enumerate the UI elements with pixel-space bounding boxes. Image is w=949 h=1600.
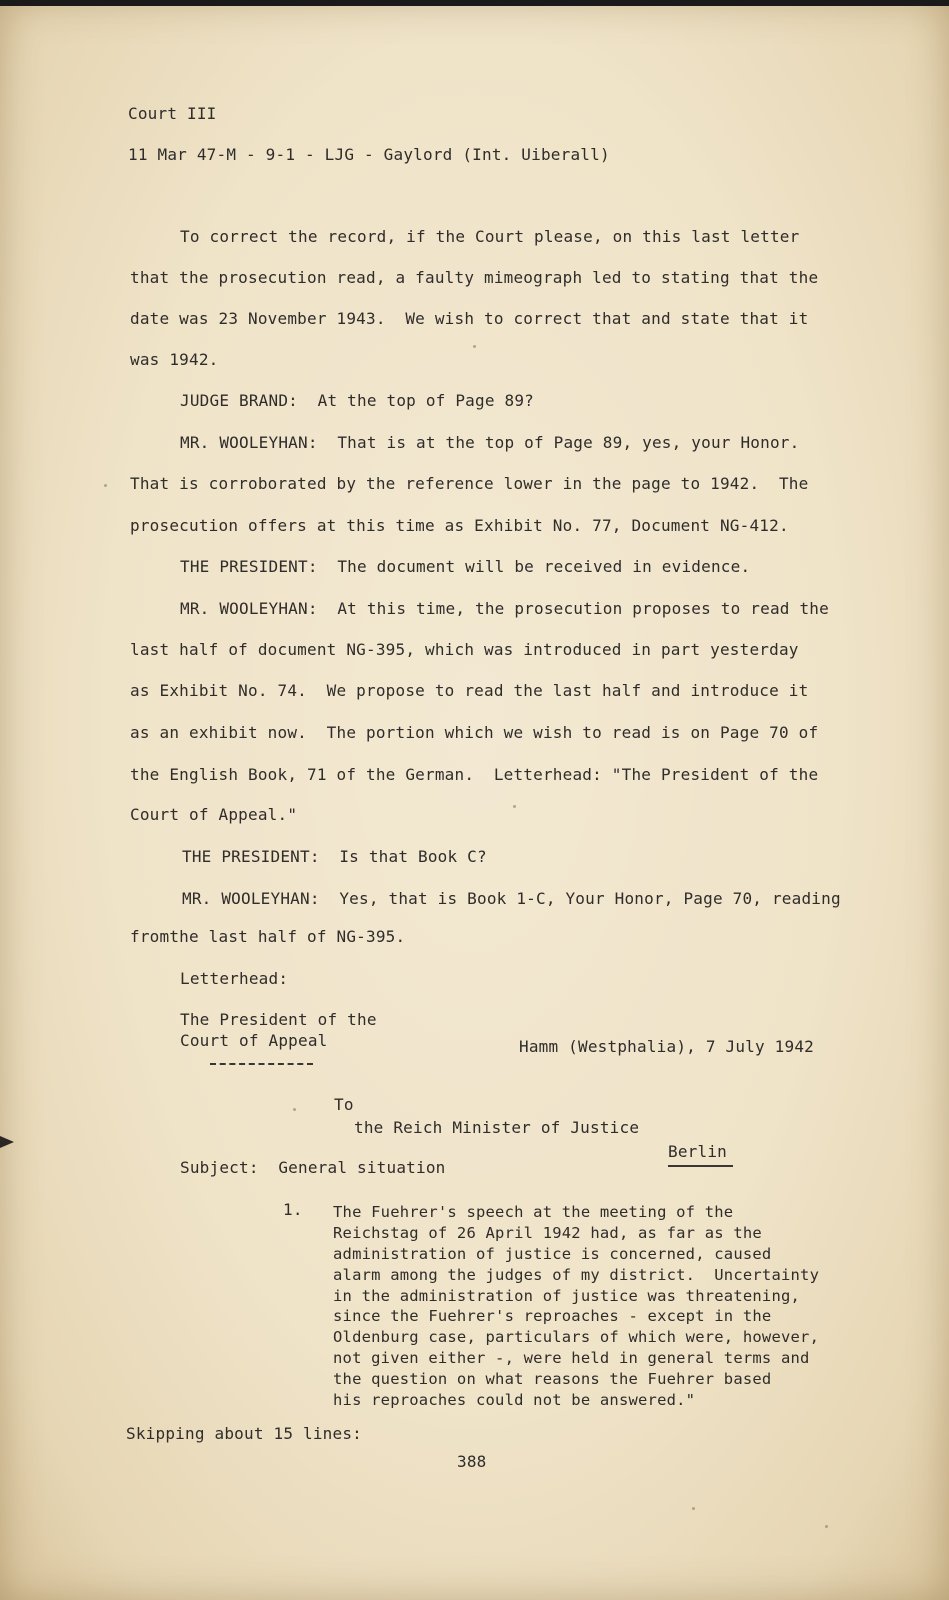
letter-item-line: The Fuehrer's speech at the meeting of the <box>333 1203 734 1221</box>
letter-sender-line1: The President of the <box>180 1010 377 1029</box>
body-line: Court of Appeal." <box>130 805 298 824</box>
sender-underline <box>210 1063 313 1065</box>
body-line: as an exhibit now. The portion which we wish to read is on Page 70 of <box>130 723 819 742</box>
letter-city: Berlin <box>668 1142 727 1161</box>
paper-speck <box>293 1108 296 1111</box>
letter-to-label: To <box>334 1095 354 1114</box>
letter-item-line: Reichstag of 26 April 1942 had, as far as the <box>333 1224 762 1242</box>
letter-item-line: not given either -, were held in general terms and <box>333 1349 810 1367</box>
body-line: To correct the record, if the Court please, on this last letter <box>180 227 800 246</box>
body-line: Letterhead: <box>180 969 289 988</box>
paper-speck <box>513 805 516 808</box>
letter-item-line: alarm among the judges of my district. Uncertainty <box>333 1266 820 1284</box>
letter-item-line: since the Fuehrer's reproaches - except in the <box>333 1307 772 1325</box>
letter-item-line: administration of justice is concerned, caused <box>333 1245 772 1263</box>
city-underline <box>668 1165 733 1167</box>
body-line: JUDGE BRAND: At the top of Page 89? <box>180 391 534 410</box>
body-line: that the prosecution read, a faulty mimeograph led to stating that the <box>130 268 819 287</box>
letter-item-line: his reproaches could not be answered." <box>333 1391 696 1409</box>
session-header: 11 Mar 47-M - 9-1 - LJG - Gaylord (Int. Uiberall) <box>128 145 610 164</box>
body-line: fromthe last half of NG-395. <box>130 927 406 946</box>
body-line: was 1942. <box>130 350 219 369</box>
body-line: last half of document NG-395, which was introduced in part yesterday <box>130 640 799 659</box>
paper-speck <box>825 1525 828 1528</box>
body-line: THE PRESIDENT: Is that Book C? <box>182 847 487 866</box>
scan-top-border <box>0 0 949 6</box>
body-line: MR. WOOLEYHAN: That is at the top of Page 89, yes, your Honor. <box>180 433 800 452</box>
page-number: 388 <box>457 1452 487 1471</box>
paper-speck <box>473 345 476 348</box>
letter-place-date: Hamm (Westphalia), 7 July 1942 <box>519 1037 814 1056</box>
skip-note: Skipping about 15 lines: <box>126 1424 362 1443</box>
margin-arrow-mark <box>0 1136 14 1148</box>
paper-speck <box>104 484 107 487</box>
court-header: Court III <box>128 104 217 123</box>
letter-item-line: the question on what reasons the Fuehrer based <box>333 1370 772 1388</box>
paper-speck <box>692 1507 695 1510</box>
body-line: MR. WOOLEYHAN: At this time, the prosecution proposes to read the <box>180 599 829 618</box>
letter-item-line: in the administration of justice was threatening, <box>333 1287 801 1305</box>
letter-sender-line2: Court of Appeal <box>180 1031 328 1050</box>
letter-item-number: 1. <box>283 1200 303 1219</box>
body-line: as Exhibit No. 74. We propose to read the last half and introduce it <box>130 681 809 700</box>
body-line: MR. WOOLEYHAN: Yes, that is Book 1-C, Your Honor, Page 70, reading <box>182 889 841 908</box>
body-line: date was 23 November 1943. We wish to correct that and state that it <box>130 309 809 328</box>
letter-item-line: Oldenburg case, particulars of which were, however, <box>333 1328 820 1346</box>
letter-subject: Subject: General situation <box>180 1158 446 1177</box>
letter-recipient: the Reich Minister of Justice <box>354 1118 640 1137</box>
body-line: prosecution offers at this time as Exhibit No. 77, Document NG-412. <box>130 516 789 535</box>
body-line: That is corroborated by the reference lower in the page to 1942. The <box>130 474 809 493</box>
body-line: THE PRESIDENT: The document will be received in evidence. <box>180 557 751 576</box>
body-line: the English Book, 71 of the German. Letterhead: "The President of the <box>130 765 819 784</box>
